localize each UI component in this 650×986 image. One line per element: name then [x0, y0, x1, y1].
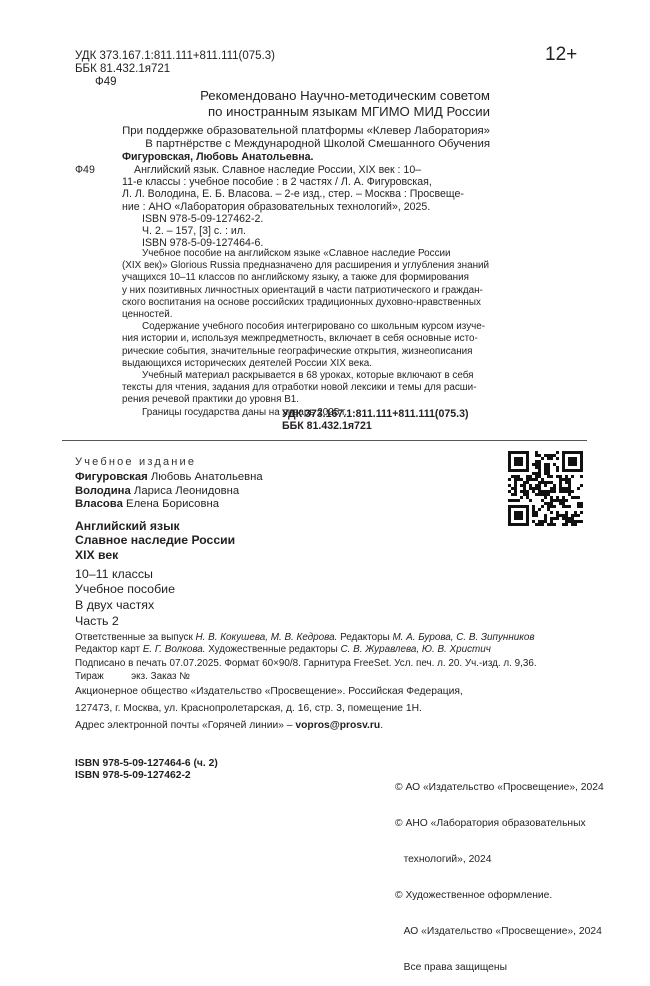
support-line-2: В партнёрстве с Международной Школой Смешанного Обучения	[145, 138, 490, 150]
publisher-line-1: Акционерное общество «Издательство «Просвещение». Российская Федерация,	[75, 686, 463, 697]
edition-type: Учебное издание	[75, 456, 197, 468]
author-surname: Фигуровская	[75, 471, 148, 483]
credits-label: Ответственные за выпуск	[75, 632, 196, 643]
credits	[75, 632, 537, 683]
divider	[62, 440, 587, 441]
credits-line-2	[75, 644, 537, 656]
catalog-code: Ф49	[75, 164, 95, 176]
annotation-line: тексты для чтения, задания для отработки новой лексики и темы для расши-	[122, 382, 477, 394]
credits-names: С. В. Журавлева, Ю. В. Христич	[340, 644, 491, 656]
catalog-isbn-line: ISBN 978-5-09-127462-2.	[142, 212, 264, 225]
qr-code	[508, 451, 583, 526]
annotation-line: (XIX век)» Glorious Russia предназначено для расширения и углубления знаний	[122, 260, 490, 272]
credits-names: М. А. Бурова, С. В. Зипунников	[392, 632, 535, 643]
email-address: vopros@prosv.ru	[295, 720, 381, 731]
annotation-line: ния истории и, используя межпредметность, включает в себя основные исто-	[122, 333, 478, 345]
credits-names: Е. Г. Волкова.	[142, 644, 206, 656]
author-surname: Володина	[75, 484, 131, 497]
catalog-description	[122, 164, 464, 249]
copyright-line: © АО «Издательство «Просвещение», 2024	[395, 782, 604, 793]
annotation-line: учащихся 10–11 классов по английскому языку, а также для формирования	[122, 272, 469, 284]
catalog-annotation	[122, 248, 489, 419]
author-name: Лариса Леонидовна	[133, 484, 240, 497]
recommendation	[200, 88, 490, 120]
credits-names: Н. В. Кокушева, М. В. Кедрова.	[195, 632, 338, 643]
title-line-2: XIX век	[75, 547, 119, 562]
copyright-line: АО «Издательство «Просвещение», 2024	[395, 926, 602, 937]
credits-line-1	[75, 632, 537, 644]
copyright-line: Все права защищены	[395, 962, 507, 973]
copyright-line: технологий», 2024	[395, 854, 492, 865]
authors-list	[75, 471, 263, 512]
catalog-desc-line: 11-е классы : учебное пособие : в 2 частях / Л. А. Фигуровская,	[122, 176, 432, 189]
catalog-desc-line: Английский язык. Славное наследие России, XIX век : 10–	[134, 164, 422, 176]
recommendation-line-1: Рекомендовано Научно-методическим советом	[200, 88, 490, 103]
book-title	[75, 533, 235, 562]
copyright-block	[395, 758, 604, 986]
annotation-line: Учебное пособие на английском языке «Славное наследие России	[142, 248, 451, 259]
annotation-line: у них позитивных личностных ориентаций в части патриотического и граждан-	[122, 284, 483, 296]
part-line: Часть 2	[75, 614, 119, 628]
catalog-author: Фигуровская, Любовь Анатольевна.	[122, 151, 314, 163]
borders-note: Границы государства даны на январь 2025 г.	[142, 406, 348, 418]
run-line: Тираж экз. Заказ №	[75, 670, 190, 682]
support-line-1: При поддержке образовательной платформы «Клевер Лаборатория»	[122, 125, 490, 137]
credits-label: Редактор карт	[75, 644, 143, 656]
annotation-line: рические события, значительные географические открытия, жизнеописания	[122, 345, 473, 357]
annotation-line: ценностей.	[122, 309, 173, 321]
subject: Английский язык	[75, 519, 180, 533]
catalog-isbn-line: ISBN 978-5-09-127464-6.	[142, 237, 264, 250]
catalog-desc-line: ние : АНО «Лаборатория образовательных технологий», 2025.	[122, 200, 431, 213]
publisher-line-2: 127473, г. Москва, ул. Краснопролетарская, д. 16, стр. 3, помещение 1Н.	[75, 703, 422, 714]
catalog-udk: УДК 373.167.1:811.111+811.111(075.3)	[282, 408, 469, 420]
annotation-line: Учебный материал раскрывается в 68 уроках, которые включают в себя	[142, 370, 474, 382]
parts-line: В двух частях	[75, 598, 155, 612]
isbn-set: ISBN 978-5-09-127462-2	[75, 770, 191, 781]
header-bbk: ББК 81.432.1я721	[75, 63, 171, 75]
publisher-email-line	[75, 717, 463, 734]
print-line: Подписано в печать 07.07.2025. Формат 60×90/8. Гарнитура FreeSet. Усл. печ. л. 20. Уч.-изд. л. 9,36.	[75, 658, 537, 670]
annotation-line: выдающихся исторических деятелей России XIX века.	[122, 357, 373, 369]
recommendation-line-2: по иностранным языкам МГИМО МИД России	[207, 104, 490, 119]
author-surname: Власова	[75, 498, 123, 510]
author-line	[75, 498, 263, 512]
email-suffix: .	[380, 720, 384, 731]
isbn-part2: ISBN 978-5-09-127464-6 (ч. 2)	[75, 758, 218, 769]
catalog-bbk: ББК 81.432.1я721	[282, 420, 372, 432]
publisher-address	[75, 683, 463, 734]
title-line-1: Славное наследие России	[75, 533, 236, 547]
age-rating: 12+	[545, 44, 578, 65]
grades: 10–11 классы	[75, 567, 153, 581]
credits-label: Художественные редакторы	[205, 644, 341, 656]
support-note	[122, 125, 490, 151]
book-kind	[75, 581, 175, 629]
catalog-desc-line: Л. Л. Володина, Е. Б. Власова. – 2-е изд., стер. – Москва : Просвеще-	[122, 188, 464, 201]
author-line	[75, 471, 263, 485]
header-code: Ф49	[95, 76, 117, 88]
annotation-line: рения речевой практики до уровня B1.	[122, 394, 300, 406]
copyright-line: © Художественное оформление.	[395, 890, 553, 901]
email-label: Адрес электронной почты «Горячей линии» –	[75, 720, 296, 731]
author-line	[75, 485, 263, 499]
annotation-line: ского воспитания на основе российских традиционных духовно-нравственных	[122, 296, 481, 308]
kind-line: Учебное пособие	[75, 582, 175, 596]
author-name: Любовь Анатольевна	[150, 471, 263, 483]
footer-isbn	[75, 758, 218, 782]
author-name: Елена Борисовна	[126, 498, 219, 510]
header-udk: УДК 373.167.1:811.111+811.111(075.3)	[75, 50, 275, 62]
catalog-isbn-line: Ч. 2. – 157, [3] с. : ил.	[142, 225, 246, 238]
credits-label: Редакторы	[337, 632, 393, 643]
copyright-line: © АНО «Лаборатория образовательных	[395, 818, 586, 829]
annotation-line: Содержание учебного пособия интегрировано со школьным курсом изуче-	[142, 321, 486, 333]
